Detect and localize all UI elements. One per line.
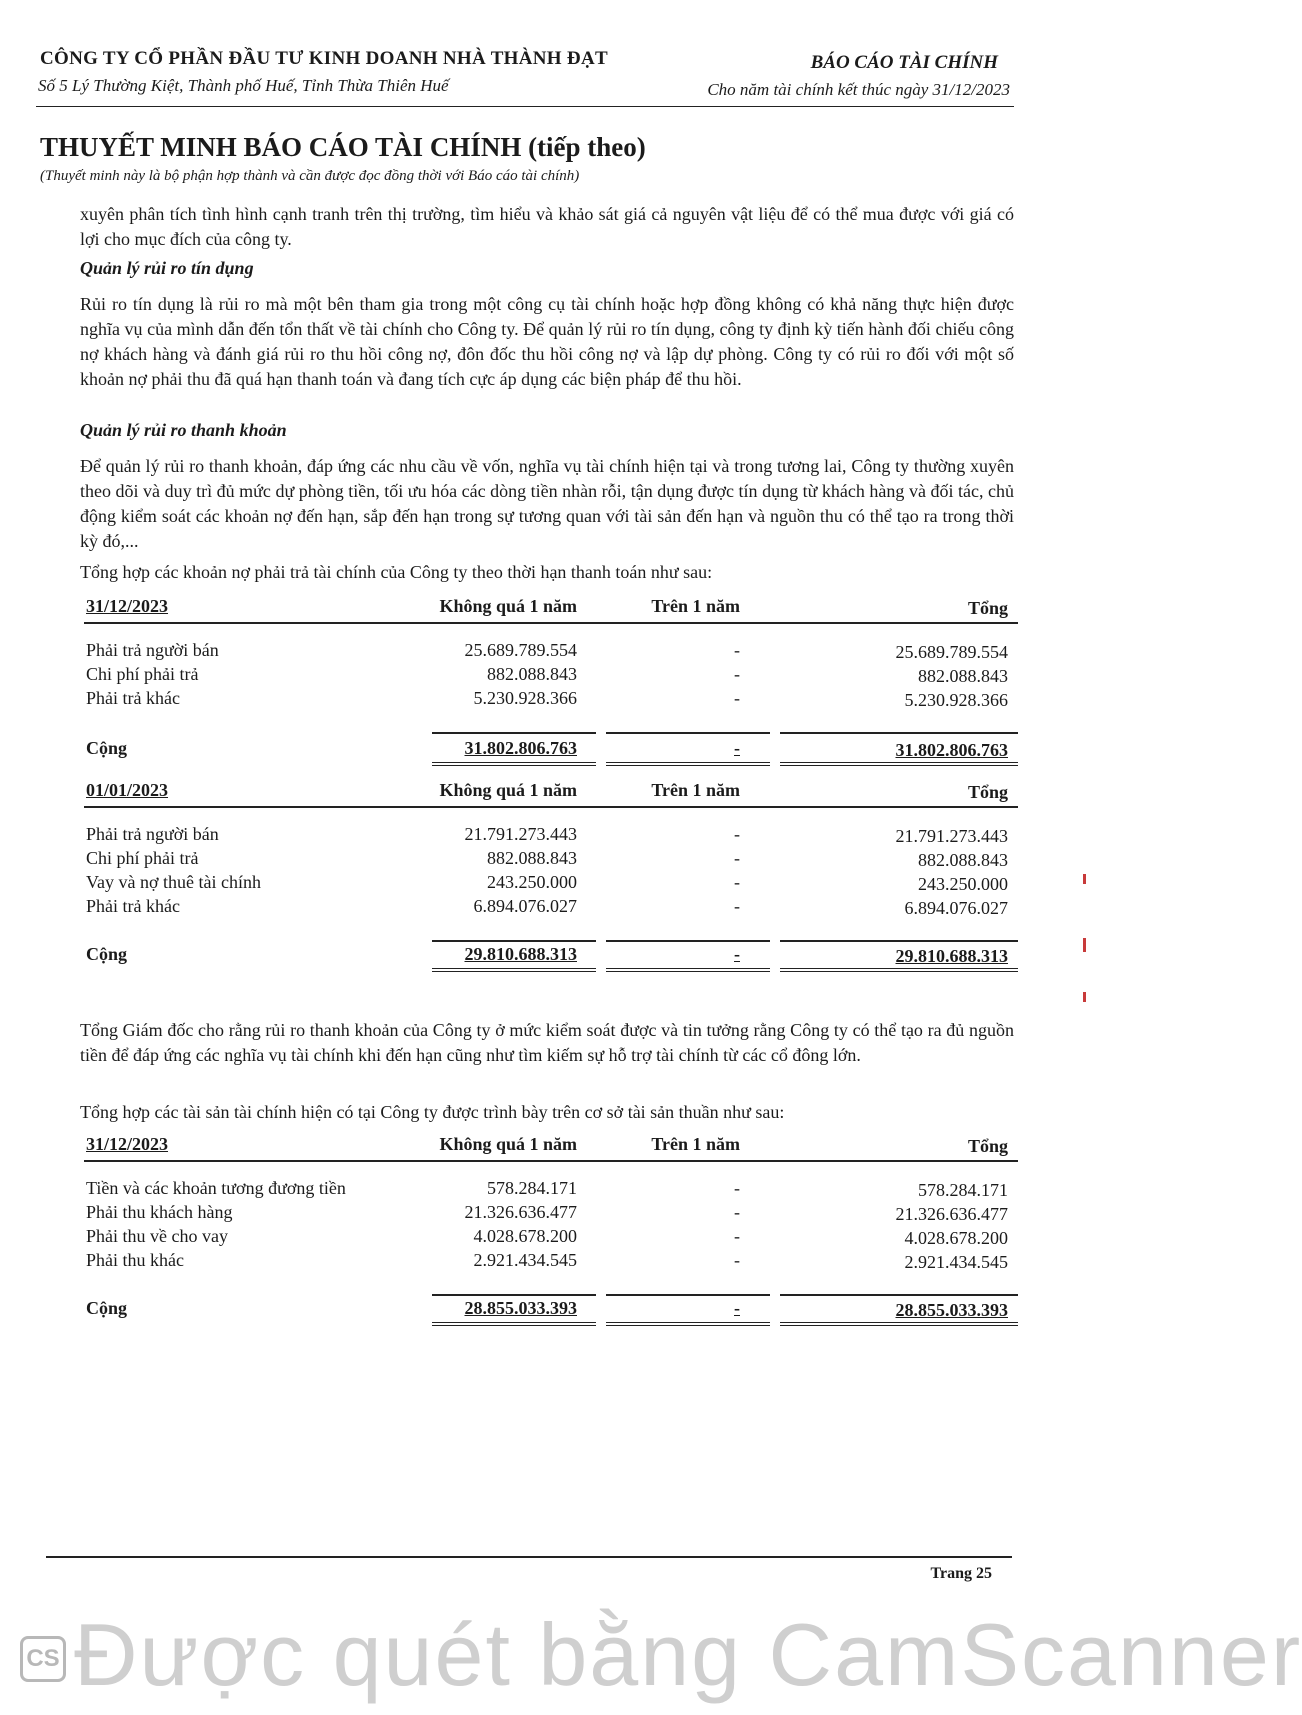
report-period: Cho năm tài chính kết thúc ngày 31/12/2023 xyxy=(707,80,1010,99)
total-top-line xyxy=(606,940,770,942)
row-value-over-1y: - xyxy=(734,896,740,916)
scan-edge-mark xyxy=(1083,992,1086,1002)
table-row xyxy=(84,848,1018,872)
row-value-over-1y: - xyxy=(734,1226,740,1246)
table-header xyxy=(84,594,1018,620)
row-value-over-1y: - xyxy=(734,848,740,868)
table-row xyxy=(84,896,1018,920)
row-value-total: 4.028.678.200 xyxy=(904,1228,1008,1248)
assets-intro: Tổng hợp các tài sản tài chính hiện có tại Công ty được trình bày trên cơ sở tài sản thuần như sau: xyxy=(80,1102,785,1122)
total-label: Cộng xyxy=(86,1298,128,1318)
row-value-total: 21.791.273.443 xyxy=(895,826,1008,846)
header-divider xyxy=(36,106,1014,107)
intro-paragraph: xuyên phân tích tình hình cạnh tranh trên thị trường, tìm hiểu và khảo sát giá cả nguyên vật liệu để có thể mua được với giá có lợi cho mục đích của công ty. xyxy=(80,204,1014,249)
total-over-1y: - xyxy=(734,944,740,964)
row-value-total: 882.088.843 xyxy=(918,850,1008,870)
row-label: Phải trả người bán xyxy=(86,640,219,660)
scan-edge-mark xyxy=(1083,938,1086,952)
table-header-line xyxy=(84,806,1018,808)
col-header-total: Tổng xyxy=(967,782,1008,802)
row-label: Vay và nợ thuê tài chính xyxy=(86,872,261,892)
table-date: 01/01/2023 xyxy=(86,780,169,800)
total-top-line xyxy=(432,732,596,734)
credit-risk-heading: Quản lý rủi ro tín dụng xyxy=(80,258,254,278)
scan-edge-mark xyxy=(1083,874,1086,884)
total-top-line xyxy=(432,1294,596,1296)
page-number: Trang 25 xyxy=(930,1565,992,1582)
row-label: Phải trả người bán xyxy=(86,824,219,844)
table-row xyxy=(84,1250,1018,1274)
credit-risk-paragraph: Rủi ro tín dụng là rủi ro mà một bên tham gia trong một công cụ tài chính hoặc hợp đồng không có khả năng thực hiện được nghĩa vụ của mình dẫn đến tổn thất về tài chính cho Công ty. Để quản lý rủi ro tín dụng, công ty định kỳ tiến hành đối chiếu công nợ khách hàng và đánh giá rủi ro thu hồi công nợ, đôn đốc thu hồi công nợ và lập dự phòng. Công ty có rủi ro đối với một số khoản nợ phải thu đã quá hạn thanh toán và đang tích cực áp dụng các biện pháp để thu hồi. xyxy=(80,294,1014,389)
row-value-over-1y: - xyxy=(734,1250,740,1270)
total-top-line xyxy=(780,940,1018,942)
liabilities-table-2023 xyxy=(84,594,1018,774)
total-label: Cộng xyxy=(86,738,128,758)
table-date: 31/12/2023 xyxy=(86,1134,169,1154)
table-row xyxy=(84,640,1018,664)
row-value-over-1y: - xyxy=(734,872,740,892)
row-value-total: 2.921.434.545 xyxy=(904,1252,1008,1272)
row-label: Chi phí phải trả xyxy=(86,848,199,868)
col-header-within-1y: Không quá 1 năm xyxy=(439,780,577,800)
col-header-over-1y: Trên 1 năm xyxy=(651,596,740,616)
table-row xyxy=(84,824,1018,848)
row-value-over-1y: - xyxy=(734,640,740,660)
row-label: Phải thu về cho vay xyxy=(86,1226,228,1246)
total-within-1y: 31.802.806.763 xyxy=(464,738,577,758)
page-subtitle: (Thuyết minh này là bộ phận hợp thành và cần được đọc đồng thời với Báo cáo tài chính) xyxy=(40,168,580,184)
total-value: 29.810.688.313 xyxy=(895,946,1008,966)
table-header-line xyxy=(84,1160,1018,1162)
row-value-total: 5.230.928.366 xyxy=(904,690,1008,710)
liabilities-intro: Tổng hợp các khoản nợ phải trả tài chính của Công ty theo thời hạn thanh toán như sau: xyxy=(80,562,713,582)
col-header-over-1y: Trên 1 năm xyxy=(651,1134,740,1154)
company-name: CÔNG TY CỔ PHẦN ĐẦU TƯ KINH DOANH NHÀ THÀNH ĐẠT xyxy=(40,48,608,69)
table-row xyxy=(84,872,1018,896)
row-label: Chi phí phải trả xyxy=(86,664,199,684)
footer-divider xyxy=(46,1556,1012,1558)
row-value-total: 578.284.171 xyxy=(918,1180,1008,1200)
col-header-over-1y: Trên 1 năm xyxy=(651,780,740,800)
row-value-over-1y: - xyxy=(734,664,740,684)
col-header-within-1y: Không quá 1 năm xyxy=(439,596,577,616)
total-double-line xyxy=(780,1322,1018,1326)
table-row xyxy=(84,664,1018,688)
row-value-total: 6.894.076.027 xyxy=(904,898,1008,918)
row-value-over-1y: - xyxy=(734,1202,740,1222)
row-value-total: 25.689.789.554 xyxy=(895,642,1008,662)
total-within-1y: 28.855.033.393 xyxy=(464,1298,577,1318)
total-value: 31.802.806.763 xyxy=(895,740,1008,760)
total-double-line xyxy=(606,1322,770,1326)
table-total-row xyxy=(84,944,1018,968)
row-value-within-1y: 2.921.434.545 xyxy=(473,1250,577,1270)
row-value-total: 21.326.636.477 xyxy=(895,1204,1008,1224)
table-row xyxy=(84,688,1018,712)
total-double-line xyxy=(606,968,770,972)
row-value-within-1y: 6.894.076.027 xyxy=(473,896,577,916)
table-total-row xyxy=(84,738,1018,762)
table-row xyxy=(84,1202,1018,1226)
table-header-line xyxy=(84,622,1018,624)
table-header xyxy=(84,1132,1018,1158)
total-over-1y: - xyxy=(734,738,740,758)
total-top-line xyxy=(432,940,596,942)
col-header-total: Tổng xyxy=(967,598,1008,618)
row-value-over-1y: - xyxy=(734,824,740,844)
total-double-line xyxy=(780,762,1018,766)
row-value-total: 882.088.843 xyxy=(918,666,1008,686)
row-value-over-1y: - xyxy=(734,1178,740,1198)
row-value-within-1y: 21.326.636.477 xyxy=(464,1202,577,1222)
table-date: 31/12/2023 xyxy=(86,596,169,616)
total-within-1y: 29.810.688.313 xyxy=(464,944,577,964)
total-double-line xyxy=(432,762,596,766)
row-value-within-1y: 243.250.000 xyxy=(487,872,577,892)
liquidity-risk-heading: Quản lý rủi ro thanh khoản xyxy=(80,420,287,440)
report-type: BÁO CÁO TÀI CHÍNH xyxy=(810,52,998,73)
row-label: Phải trả khác xyxy=(86,688,180,708)
table-row xyxy=(84,1226,1018,1250)
row-value-within-1y: 882.088.843 xyxy=(487,664,577,684)
page-title: THUYẾT MINH BÁO CÁO TÀI CHÍNH (tiếp theo) xyxy=(40,132,646,162)
total-double-line xyxy=(780,968,1018,972)
total-double-line xyxy=(606,762,770,766)
table-header xyxy=(84,778,1018,804)
row-value-total: 243.250.000 xyxy=(918,874,1008,894)
row-label: Phải thu khác xyxy=(86,1250,184,1270)
camscanner-watermark xyxy=(8,1605,1302,1715)
total-top-line xyxy=(780,1294,1018,1296)
assets-table-2023 xyxy=(84,1132,1018,1332)
liquidity-risk-paragraph: Để quản lý rủi ro thanh khoản, đáp ứng các nhu cầu về vốn, nghĩa vụ tài chính hiện tại và trong tương lai, Công ty thường xuyên theo dõi và duy trì đủ mức dự phòng tiền, tối ưu hóa các dòng tiền nhàn rỗi, tận dụng được tín dụng từ khách hàng và đối tác, chủ động kiểm soát các khoản nợ đến hạn, sắp đến hạn trong sự tương quan với tài sản đến hạn và nguồn thu có thể tạo ra trong thời kỳ đó,... xyxy=(80,456,1014,551)
company-address: Số 5 Lý Thường Kiệt, Thành phố Huế, Tỉnh Thừa Thiên Huế xyxy=(38,76,449,95)
total-over-1y: - xyxy=(734,1298,740,1318)
row-value-within-1y: 882.088.843 xyxy=(487,848,577,868)
row-value-within-1y: 4.028.678.200 xyxy=(473,1226,577,1246)
row-label: Tiền và các khoản tương đương tiền xyxy=(86,1178,346,1198)
row-value-within-1y: 25.689.789.554 xyxy=(464,640,577,660)
total-label: Cộng xyxy=(86,944,128,964)
liabilities-table-2022 xyxy=(84,778,1018,978)
total-value: 28.855.033.393 xyxy=(895,1300,1008,1320)
col-header-total: Tổng xyxy=(967,1136,1008,1156)
table-row xyxy=(84,1178,1018,1202)
row-value-within-1y: 21.791.273.443 xyxy=(464,824,577,844)
total-double-line xyxy=(432,968,596,972)
total-top-line xyxy=(780,732,1018,734)
watermark-text: Được quét bằng CamScanner xyxy=(74,1605,1302,1704)
total-top-line xyxy=(606,1294,770,1296)
ceo-paragraph: Tổng Giám đốc cho rằng rủi ro thanh khoản của Công ty ở mức kiểm soát được và tin tưởng rằng Công ty có thể tạo ra đủ nguồn tiền để đáp ứng các nghĩa vụ tài chính khi đến hạn cũng như tìm kiếm sự hỗ trợ tài chính từ các cổ đông lớn. xyxy=(80,1020,1014,1065)
row-label: Phải trả khác xyxy=(86,896,180,916)
total-double-line xyxy=(432,1322,596,1326)
row-value-over-1y: - xyxy=(734,688,740,708)
row-value-within-1y: 578.284.171 xyxy=(487,1178,577,1198)
total-top-line xyxy=(606,732,770,734)
row-value-within-1y: 5.230.928.366 xyxy=(473,688,577,708)
row-label: Phải thu khách hàng xyxy=(86,1202,233,1222)
table-total-row xyxy=(84,1298,1018,1322)
col-header-within-1y: Không quá 1 năm xyxy=(439,1134,577,1154)
camscanner-logo-icon: CS xyxy=(20,1636,66,1682)
